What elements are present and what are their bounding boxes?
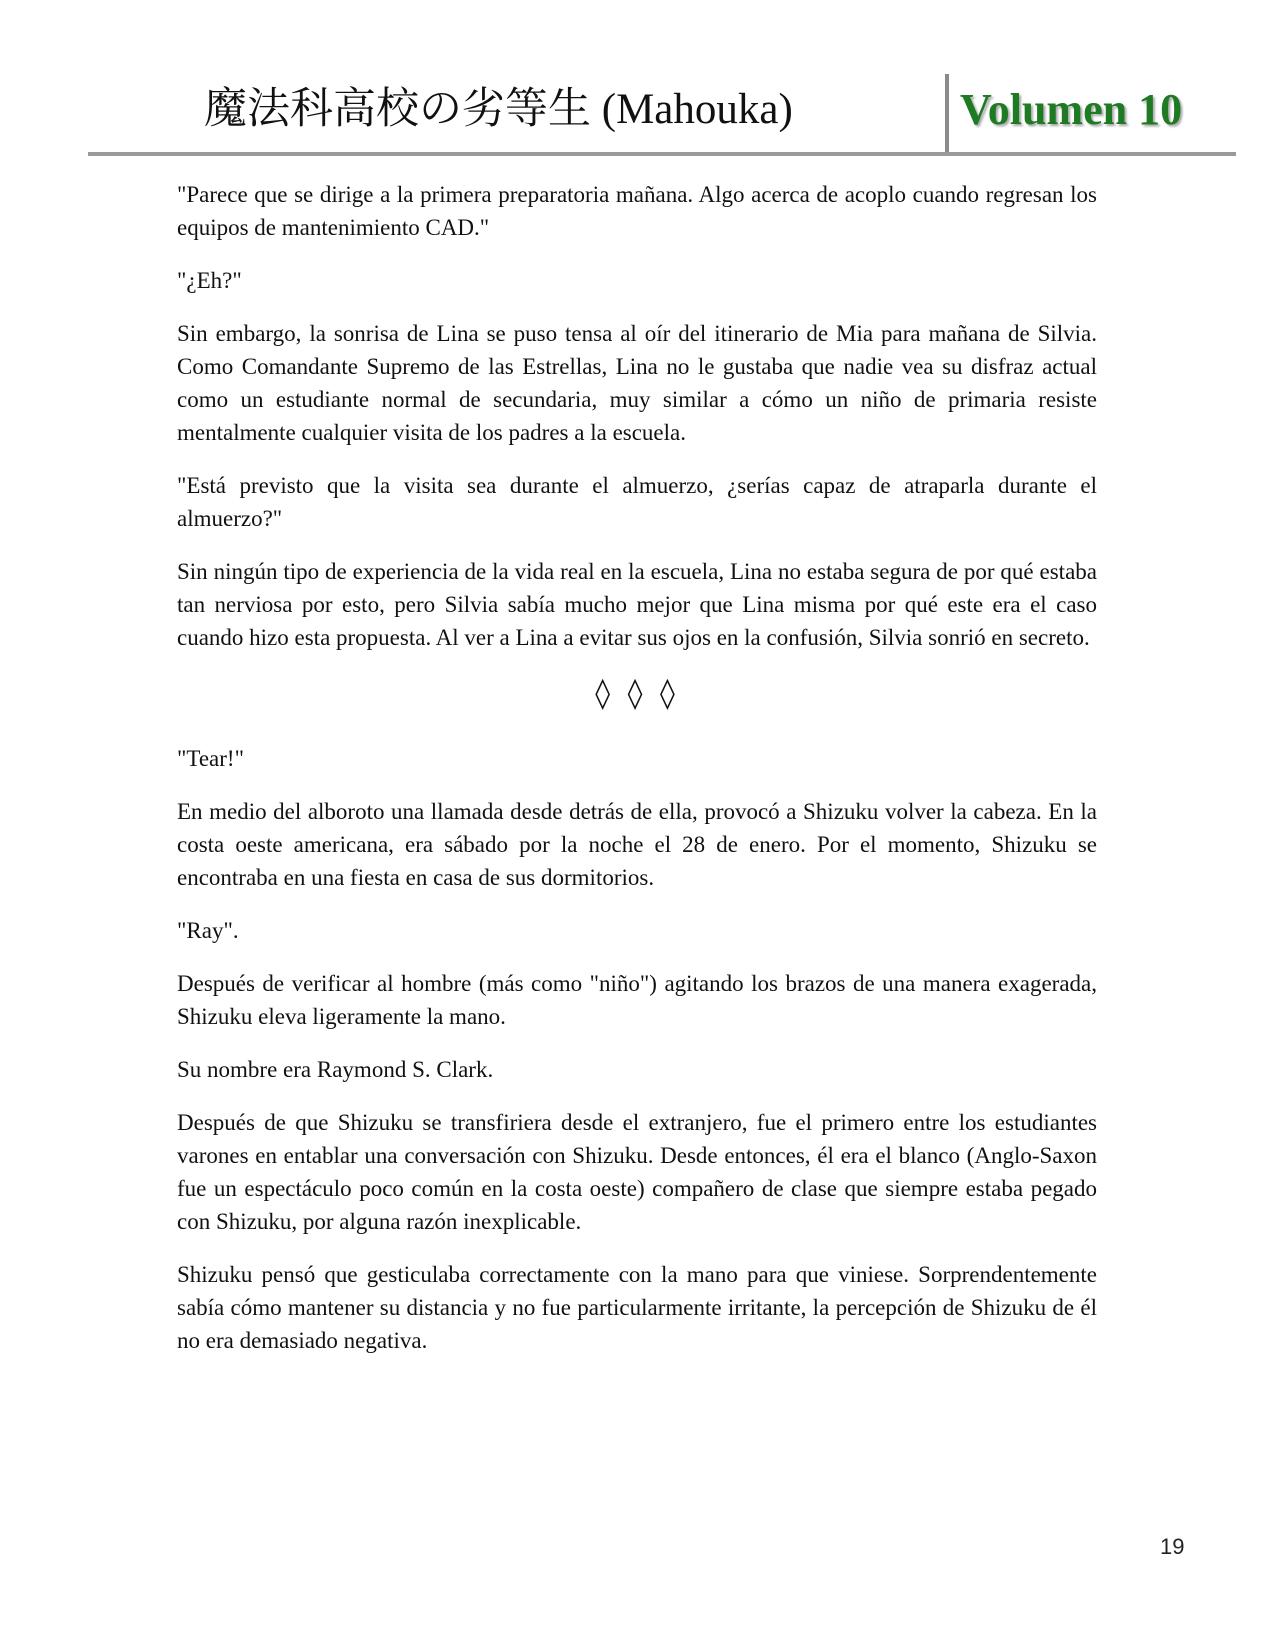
- paragraph: Después de que Shizuku se transfiriera desde el extranjero, fue el primero entre los estudiantes varones en entablar una conversación con Shizuku. Desde entonces, él era el blanco (Anglo-Saxon fue un espectáculo poco común en la costa oeste) compañero de clase que siempre estaba pegado con Shizuku, por alguna razón inexplicable.: [177, 1110, 1097, 1234]
- paragraph: "Ray".: [177, 918, 239, 943]
- volume-label: Volumen 10: [960, 85, 1183, 134]
- page-number: 19: [1160, 1534, 1185, 1559]
- paragraph: "Tear!": [177, 746, 244, 771]
- paragraph: Después de verificar al hombre (más como "niño") agitando los brazos de una manera exagerada, Shizuku eleva ligeramente la mano.: [177, 971, 1097, 1029]
- paragraph: Sin ningún tipo de experiencia de la vida real en la escuela, Lina no estaba segura de por qué estaba tan nerviosa por esto, pero Silvia sabía mucho mejor que Lina misma por qué este era el caso cuando hizo esta propuesta. Al ver a Lina a evitar sus ojos en la confusión, Silvia sonrió en secreto.: [177, 559, 1097, 650]
- page-body: [177, 178, 1097, 1377]
- paragraph: "¿Eh?": [177, 268, 242, 293]
- paragraph: Shizuku pensó que gesticulaba correctamente con la mano para que viniese. Sorprendentemente sabía cómo mantener su distancia y no fue particularmente irritante, la percepción de Shizuku de él no era demasiado negativa.: [177, 1262, 1097, 1353]
- series-title: 魔法科高校の劣等生 (Mahouka): [204, 86, 793, 133]
- page-header: [88, 70, 1236, 156]
- header-divider: [945, 74, 949, 152]
- paragraph: "Parece que se dirige a la primera preparatoria mañana. Algo acerca de acoplo cuando regresan los equipos de mantenimiento CAD.": [177, 182, 1097, 240]
- paragraph: Sin embargo, la sonrisa de Lina se puso tensa al oír del itinerario de Mia para mañana de Silvia. Como Comandante Supremo de las Estrellas, Lina no le gustaba que nadie vea su disfraz actual como un estudiante normal de secundaria, muy similar a cómo un niño de primaria resiste mentalmente cualquier visita de los padres a la escuela.: [177, 321, 1097, 445]
- paragraph: En medio del alboroto una llamada desde detrás de ella, provocó a Shizuku volver la cabeza. En la costa oeste americana, era sábado por la noche el 28 de enero. Por el momento, Shizuku se encontraba en una fiesta en casa de sus dormitorios.: [177, 799, 1097, 890]
- paragraph: Su nombre era Raymond S. Clark.: [177, 1057, 494, 1082]
- paragraph: "Está previsto que la visita sea durante el almuerzo, ¿serías capaz de atraparla durante el almuerzo?": [177, 473, 1097, 531]
- scene-break-separator: ◊ ◊ ◊: [595, 676, 679, 711]
